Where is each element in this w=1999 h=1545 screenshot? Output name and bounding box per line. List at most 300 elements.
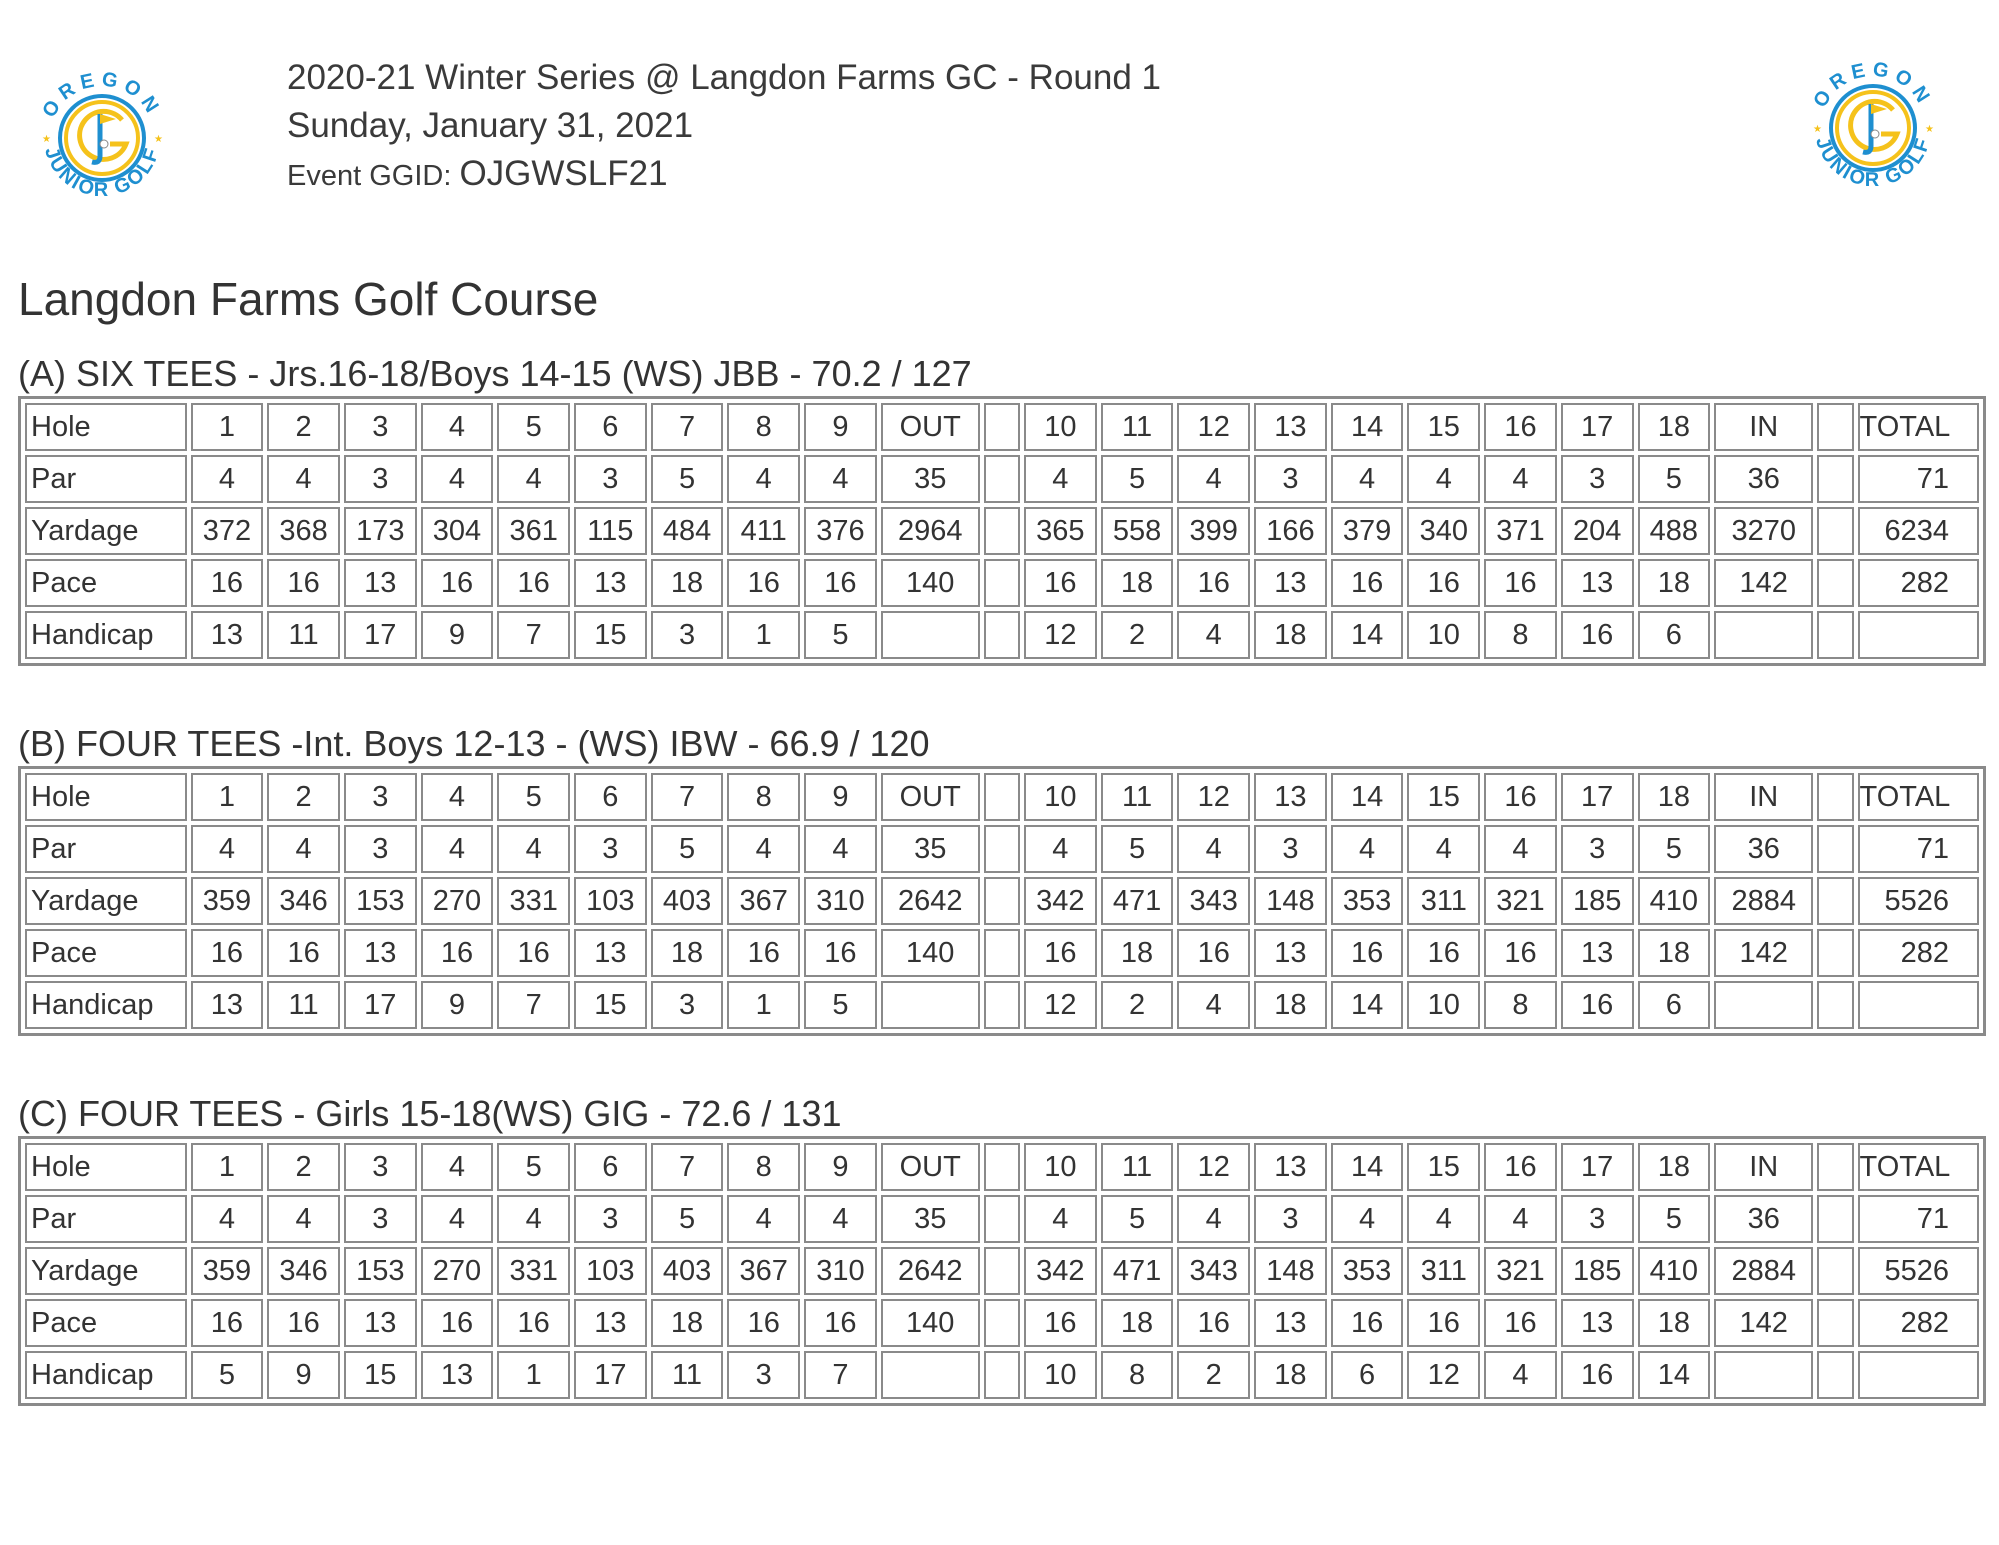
out-cell [881, 1351, 980, 1399]
hole-cell: 148 [1254, 877, 1327, 925]
hole-cell: 6 [574, 403, 647, 451]
svg-text:★: ★ [1925, 124, 1934, 135]
hole-cell: 376 [804, 507, 877, 555]
hole-cell: 321 [1484, 1247, 1557, 1295]
hole-cell: 1 [497, 1351, 570, 1399]
hole-cell: 4 [804, 1195, 877, 1243]
hole-cell: 18 [651, 1299, 724, 1347]
event-title: 2020-21 Winter Series @ Langdon Farms GC - Round 1 [287, 58, 1161, 97]
hole-cell: 16 [1407, 929, 1480, 977]
out-cell: OUT [881, 1143, 980, 1191]
in-cell: 36 [1714, 825, 1813, 873]
spacer-cell [984, 1143, 1020, 1191]
hole-cell: 17 [344, 611, 417, 659]
hole-cell: 16 [1484, 403, 1557, 451]
hole-cell: 17 [1561, 403, 1634, 451]
hole-cell: 359 [191, 877, 264, 925]
hole-cell: 16 [1177, 1299, 1250, 1347]
hole-cell: 4 [727, 825, 800, 873]
hole-cell: 16 [1024, 1299, 1097, 1347]
hole-cell: 4 [1177, 1195, 1250, 1243]
total-cell [1858, 1351, 1979, 1399]
svg-text:JUNIOR GOLF: JUNIOR GOLF [1811, 134, 1936, 192]
hole-cell: 310 [804, 1247, 877, 1295]
hole-cell: 270 [421, 877, 494, 925]
hole-cell: 103 [574, 1247, 647, 1295]
hole-cell: 16 [1407, 559, 1480, 607]
out-cell [881, 611, 980, 659]
hole-cell: 340 [1407, 507, 1480, 555]
spacer-cell [1817, 559, 1853, 607]
hole-cell: 16 [1484, 1299, 1557, 1347]
tee-title: (C) FOUR TEES - Girls 15-18(WS) GIG - 72.6 / 131 [18, 1093, 842, 1134]
hole-cell: 8 [727, 773, 800, 821]
hole-cell: 5 [1638, 825, 1711, 873]
svg-text:JUNIOR GOLF: JUNIOR GOLF [40, 144, 165, 202]
hole-cell: 4 [497, 1195, 570, 1243]
hole-cell: 16 [804, 1299, 877, 1347]
ggid-label: Event GGID: [287, 160, 460, 192]
hole-cell: 484 [651, 507, 724, 555]
hole-cell: 14 [1331, 1143, 1404, 1191]
scorecard-row [25, 981, 1979, 1029]
hole-cell: 204 [1561, 507, 1634, 555]
row-label: Yardage [25, 507, 187, 555]
hole-cell: 9 [804, 1143, 877, 1191]
row-label: Pace [25, 929, 187, 977]
hole-cell: 4 [1331, 455, 1404, 503]
hole-cell: 16 [267, 1299, 340, 1347]
hole-cell: 4 [1177, 981, 1250, 1029]
hole-cell: 311 [1407, 1247, 1480, 1295]
hole-cell: 11 [267, 981, 340, 1029]
in-cell: 36 [1714, 1195, 1813, 1243]
scorecard-row [25, 773, 1979, 821]
hole-cell: 3 [344, 1195, 417, 1243]
hole-cell: 18 [1101, 559, 1174, 607]
total-cell: 71 [1858, 455, 1979, 503]
tee-section [18, 352, 1986, 666]
hole-cell: 14 [1331, 981, 1404, 1029]
hole-cell: 4 [421, 773, 494, 821]
hole-cell: 4 [1407, 1195, 1480, 1243]
hole-cell: 5 [804, 981, 877, 1029]
hole-cell: 10 [1407, 611, 1480, 659]
hole-cell: 173 [344, 507, 417, 555]
hole-cell: 13 [1561, 929, 1634, 977]
hole-cell: 2 [1101, 611, 1174, 659]
hole-cell: 7 [651, 1143, 724, 1191]
in-cell: 142 [1714, 1299, 1813, 1347]
hole-cell: 9 [804, 403, 877, 451]
spacer-cell [1817, 1247, 1853, 1295]
hole-cell: 10 [1024, 1143, 1097, 1191]
hole-cell: 15 [574, 981, 647, 1029]
hole-cell: 15 [574, 611, 647, 659]
out-cell: OUT [881, 773, 980, 821]
out-cell: 35 [881, 1195, 980, 1243]
scorecard-row [25, 1143, 1979, 1191]
total-cell: 5526 [1858, 1247, 1979, 1295]
hole-cell: 16 [421, 559, 494, 607]
hole-cell: 16 [421, 929, 494, 977]
hole-cell: 5 [804, 611, 877, 659]
hole-cell: 4 [1024, 455, 1097, 503]
hole-cell: 5 [651, 825, 724, 873]
hole-cell: 1 [191, 403, 264, 451]
hole-cell: 343 [1177, 877, 1250, 925]
hole-cell: 11 [1101, 1143, 1174, 1191]
in-cell: 142 [1714, 929, 1813, 977]
hole-cell: 471 [1101, 877, 1174, 925]
spacer-cell [984, 455, 1020, 503]
svg-text:★: ★ [1813, 124, 1822, 135]
hole-cell: 7 [651, 403, 724, 451]
row-label: Yardage [25, 877, 187, 925]
row-label: Pace [25, 1299, 187, 1347]
hole-cell: 2 [267, 773, 340, 821]
scorecard-row [25, 611, 1979, 659]
hole-cell: 13 [1254, 1143, 1327, 1191]
tee-title: (A) SIX TEES - Jrs.16-18/Boys 14-15 (WS) JBB - 70.2 / 127 [18, 353, 972, 394]
hole-cell: 13 [344, 559, 417, 607]
hole-cell: 5 [1101, 1195, 1174, 1243]
spacer-cell [1817, 1143, 1853, 1191]
hole-cell: 16 [1331, 1299, 1404, 1347]
tee-section [18, 722, 1986, 1036]
hole-cell: 4 [1331, 1195, 1404, 1243]
hole-cell: 2 [1177, 1351, 1250, 1399]
hole-cell: 4 [727, 1195, 800, 1243]
hole-cell: 1 [191, 773, 264, 821]
hole-cell: 359 [191, 1247, 264, 1295]
hole-cell: 13 [1254, 403, 1327, 451]
spacer-cell [984, 1247, 1020, 1295]
out-cell: 140 [881, 929, 980, 977]
hole-cell: 4 [1484, 825, 1557, 873]
hole-cell: 18 [1638, 1299, 1711, 1347]
tee-title: (B) FOUR TEES -Int. Boys 12-13 - (WS) IBW - 66.9 / 120 [18, 723, 930, 764]
hole-cell: 18 [1254, 611, 1327, 659]
total-cell: TOTAL [1858, 1143, 1979, 1191]
hole-cell: 270 [421, 1247, 494, 1295]
hole-cell: 3 [1561, 455, 1634, 503]
hole-cell: 15 [1407, 1143, 1480, 1191]
hole-cell: 4 [1331, 825, 1404, 873]
spacer-cell [1817, 981, 1853, 1029]
hole-cell: 411 [727, 507, 800, 555]
total-cell: 71 [1858, 825, 1979, 873]
in-cell [1714, 981, 1813, 1029]
hole-cell: 4 [497, 825, 570, 873]
scorecard-row [25, 1247, 1979, 1295]
hole-cell: 8 [1101, 1351, 1174, 1399]
hole-cell: 4 [421, 455, 494, 503]
hole-cell: 9 [421, 981, 494, 1029]
hole-cell: 346 [267, 877, 340, 925]
out-cell: 35 [881, 825, 980, 873]
hole-cell: 9 [421, 611, 494, 659]
hole-cell: 403 [651, 1247, 724, 1295]
hole-cell: 13 [1254, 929, 1327, 977]
hole-cell: 16 [497, 929, 570, 977]
hole-cell: 16 [804, 929, 877, 977]
hole-cell: 3 [344, 403, 417, 451]
hole-cell: 16 [267, 929, 340, 977]
out-cell: 2642 [881, 877, 980, 925]
hole-cell: 353 [1331, 1247, 1404, 1295]
hole-cell: 10 [1024, 1351, 1097, 1399]
hole-cell: 11 [267, 611, 340, 659]
hole-cell: 16 [727, 1299, 800, 1347]
hole-cell: 13 [1254, 559, 1327, 607]
hole-cell: 12 [1024, 611, 1097, 659]
hole-cell: 5 [191, 1351, 264, 1399]
hole-cell: 346 [267, 1247, 340, 1295]
spacer-cell [984, 403, 1020, 451]
in-cell [1714, 611, 1813, 659]
hole-cell: 3 [344, 455, 417, 503]
spacer-cell [1817, 825, 1853, 873]
tee-section [18, 1092, 1986, 1406]
spacer-cell [984, 929, 1020, 977]
hole-cell: 3 [1561, 1195, 1634, 1243]
row-label: Pace [25, 559, 187, 607]
out-cell: OUT [881, 403, 980, 451]
scorecard-row [25, 455, 1979, 503]
hole-cell: 331 [497, 877, 570, 925]
hole-cell: 4 [804, 825, 877, 873]
hole-cell: 372 [191, 507, 264, 555]
hole-cell: 3 [1254, 1195, 1327, 1243]
scorecard-row [25, 507, 1979, 555]
hole-cell: 13 [344, 1299, 417, 1347]
hole-cell: 15 [1407, 773, 1480, 821]
svg-text:OREGON: OREGON [38, 68, 166, 122]
total-cell: 282 [1858, 929, 1979, 977]
hole-cell: 8 [1484, 611, 1557, 659]
hole-cell: 5 [497, 403, 570, 451]
hole-cell: 18 [1638, 1143, 1711, 1191]
out-cell [881, 981, 980, 1029]
hole-cell: 1 [191, 1143, 264, 1191]
hole-cell: 13 [344, 929, 417, 977]
hole-cell: 4 [267, 455, 340, 503]
hole-cell: 16 [727, 929, 800, 977]
hole-cell: 17 [1561, 1143, 1634, 1191]
hole-cell: 3 [1254, 455, 1327, 503]
hole-cell: 7 [497, 611, 570, 659]
out-cell: 2964 [881, 507, 980, 555]
hole-cell: 103 [574, 877, 647, 925]
ggid-value: OJGWSLF21 [459, 154, 668, 193]
hole-cell: 3 [651, 611, 724, 659]
hole-cell: 311 [1407, 877, 1480, 925]
hole-cell: 8 [1484, 981, 1557, 1029]
scorecard-row [25, 929, 1979, 977]
hole-cell: 4 [1484, 1195, 1557, 1243]
hole-cell: 331 [497, 1247, 570, 1295]
hole-cell: 488 [1638, 507, 1711, 555]
in-cell: 36 [1714, 455, 1813, 503]
in-cell [1714, 1351, 1813, 1399]
hole-cell: 4 [421, 403, 494, 451]
hole-cell: 342 [1024, 877, 1097, 925]
spacer-cell [1817, 1299, 1853, 1347]
hole-cell: 16 [497, 1299, 570, 1347]
spacer-cell [984, 611, 1020, 659]
row-label: Hole [25, 403, 187, 451]
hole-cell: 16 [1484, 773, 1557, 821]
total-cell [1858, 611, 1979, 659]
hole-cell: 16 [1331, 929, 1404, 977]
total-cell: 6234 [1858, 507, 1979, 555]
in-cell: IN [1714, 773, 1813, 821]
hole-cell: 342 [1024, 1247, 1097, 1295]
hole-cell: 16 [1177, 559, 1250, 607]
hole-cell: 4 [1177, 611, 1250, 659]
hole-cell: 471 [1101, 1247, 1174, 1295]
spacer-cell [984, 1195, 1020, 1243]
hole-cell: 4 [1484, 1351, 1557, 1399]
in-cell: 2884 [1714, 1247, 1813, 1295]
spacer-cell [1817, 403, 1853, 451]
spacer-cell [1817, 611, 1853, 659]
hole-cell: 12 [1177, 403, 1250, 451]
hole-cell: 3 [727, 1351, 800, 1399]
hole-cell: 4 [191, 455, 264, 503]
hole-cell: 13 [191, 611, 264, 659]
hole-cell: 5 [1638, 455, 1711, 503]
hole-cell: 13 [574, 559, 647, 607]
row-label: Handicap [25, 1351, 187, 1399]
scorecard-table [18, 1136, 1986, 1406]
hole-cell: 17 [1561, 773, 1634, 821]
hole-cell: 16 [1177, 929, 1250, 977]
oregon-junior-golf-logo-right [1793, 48, 1953, 208]
hole-cell: 7 [651, 773, 724, 821]
total-cell: 282 [1858, 1299, 1979, 1347]
scorecard-row [25, 1299, 1979, 1347]
hole-cell: 403 [651, 877, 724, 925]
hole-cell: 5 [651, 455, 724, 503]
row-label: Yardage [25, 1247, 187, 1295]
spacer-cell [984, 773, 1020, 821]
spacer-cell [1817, 1351, 1853, 1399]
hole-cell: 4 [497, 455, 570, 503]
hole-cell: 310 [804, 877, 877, 925]
hole-cell: 16 [1024, 559, 1097, 607]
hole-cell: 4 [1177, 825, 1250, 873]
hole-cell: 17 [574, 1351, 647, 1399]
hole-cell: 18 [651, 559, 724, 607]
hole-cell: 18 [1254, 1351, 1327, 1399]
out-cell: 140 [881, 559, 980, 607]
hole-cell: 4 [1177, 455, 1250, 503]
hole-cell: 16 [191, 1299, 264, 1347]
hole-cell: 399 [1177, 507, 1250, 555]
total-cell [1858, 981, 1979, 1029]
hole-cell: 4 [421, 825, 494, 873]
hole-cell: 13 [574, 929, 647, 977]
out-cell: 35 [881, 455, 980, 503]
hole-cell: 4 [727, 455, 800, 503]
hole-cell: 15 [1407, 403, 1480, 451]
hole-cell: 5 [1101, 825, 1174, 873]
hole-cell: 343 [1177, 1247, 1250, 1295]
hole-cell: 2 [267, 1143, 340, 1191]
hole-cell: 6 [1331, 1351, 1404, 1399]
scorecard-table [18, 766, 1986, 1036]
hole-cell: 153 [344, 877, 417, 925]
in-cell: IN [1714, 403, 1813, 451]
hole-cell: 10 [1024, 773, 1097, 821]
scorecard-row [25, 559, 1979, 607]
hole-cell: 367 [727, 877, 800, 925]
in-cell: IN [1714, 1143, 1813, 1191]
hole-cell: 153 [344, 1247, 417, 1295]
spacer-cell [984, 877, 1020, 925]
hole-cell: 12 [1177, 1143, 1250, 1191]
hole-cell: 2 [1101, 981, 1174, 1029]
row-label: Handicap [25, 981, 187, 1029]
hole-cell: 115 [574, 507, 647, 555]
hole-cell: 9 [267, 1351, 340, 1399]
hole-cell: 18 [1638, 559, 1711, 607]
hole-cell: 3 [651, 981, 724, 1029]
hole-cell: 18 [1101, 929, 1174, 977]
hole-cell: 4 [191, 825, 264, 873]
hole-cell: 15 [344, 1351, 417, 1399]
hole-cell: 6 [1638, 611, 1711, 659]
hole-cell: 5 [497, 773, 570, 821]
row-label: Par [25, 455, 187, 503]
hole-cell: 12 [1407, 1351, 1480, 1399]
scorecard-row [25, 1351, 1979, 1399]
hole-cell: 13 [191, 981, 264, 1029]
row-label: Handicap [25, 611, 187, 659]
hole-cell: 13 [574, 1299, 647, 1347]
hole-cell: 12 [1177, 773, 1250, 821]
hole-cell: 3 [1254, 825, 1327, 873]
hole-cell: 18 [1254, 981, 1327, 1029]
in-cell: 3270 [1714, 507, 1813, 555]
hole-cell: 13 [421, 1351, 494, 1399]
hole-cell: 410 [1638, 1247, 1711, 1295]
hole-cell: 2 [267, 403, 340, 451]
spacer-cell [984, 559, 1020, 607]
scorecard-table [18, 396, 1986, 666]
hole-cell: 8 [727, 403, 800, 451]
hole-cell: 5 [497, 1143, 570, 1191]
hole-cell: 321 [1484, 877, 1557, 925]
hole-cell: 16 [1561, 981, 1634, 1029]
spacer-cell [984, 1351, 1020, 1399]
hole-cell: 6 [1638, 981, 1711, 1029]
hole-cell: 368 [267, 507, 340, 555]
spacer-cell [1817, 1195, 1853, 1243]
hole-cell: 16 [267, 559, 340, 607]
spacer-cell [984, 981, 1020, 1029]
hole-cell: 14 [1331, 611, 1404, 659]
row-label: Par [25, 1195, 187, 1243]
hole-cell: 16 [1484, 1143, 1557, 1191]
hole-cell: 3 [574, 1195, 647, 1243]
hole-cell: 4 [421, 1195, 494, 1243]
hole-cell: 16 [497, 559, 570, 607]
spacer-cell [984, 507, 1020, 555]
event-date: Sunday, January 31, 2021 [287, 106, 694, 145]
